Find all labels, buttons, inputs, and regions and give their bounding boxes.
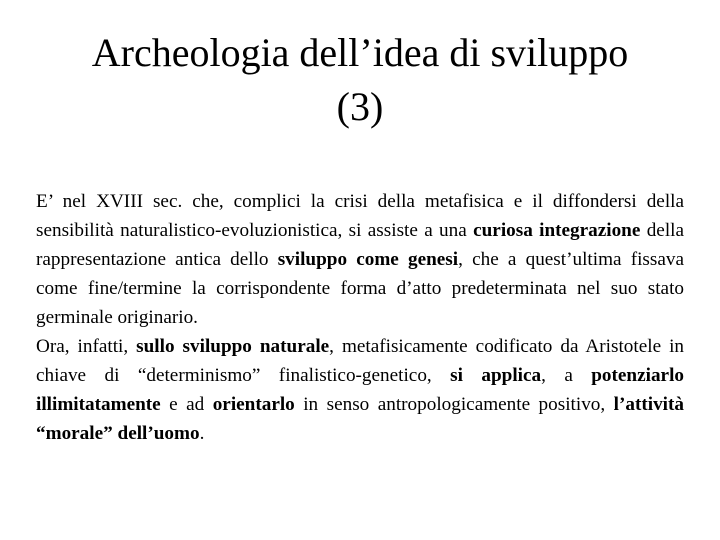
paragraph-2-text-1: Ora, infatti, [36,336,137,357]
paragraph-2 [36,332,694,448]
slide-title [36,26,684,134]
paragraph-2-bold-4: orientarlo [212,394,295,415]
paragraph-1-bold-2: sviluppo come genesi [277,249,459,270]
paragraph-1-text-2: della rappresentazione antica dello [36,220,684,270]
paragraph-2-text-6: . [199,423,205,444]
paragraph-2-text-2: , metafisicamente codificato da Aristotele in chiave di “determinismo” finalistico-genetico, [36,336,684,386]
paragraph-1 [36,187,684,332]
slide-body [36,187,694,448]
paragraph-2-text-4: e ad [160,394,213,415]
title-line-1: Archeologia dell’idea di sviluppo [91,30,629,75]
paragraph-1-text-3: , che a quest’ultima fissava come fine/termine la corrispondente forma d’atto predeterminata nel suo stato germinale originario. [36,249,684,328]
paragraph-2-text-3: , a [541,365,592,386]
title-line-2: (3) [336,84,384,129]
paragraph-1-text-1: E’ nel XVIII sec. che, complici la crisi della metafisica e il diffondersi della sensibilità naturalistico-evoluzionistica, si assiste a una [36,191,684,241]
paragraph-2-bold-1: sullo sviluppo naturale [136,336,330,357]
paragraph-2-bold-5: l’attività “morale” dell’uomo [36,394,694,444]
paragraph-2-text-5: in senso antropologicamente positivo, [294,394,614,415]
paragraph-2-bold-2: si applica [450,365,542,386]
paragraph-1-bold-1: curiosa integrazione [473,220,641,241]
paragraph-2-bold-3: potenziarlo illimitatamente [36,365,684,415]
